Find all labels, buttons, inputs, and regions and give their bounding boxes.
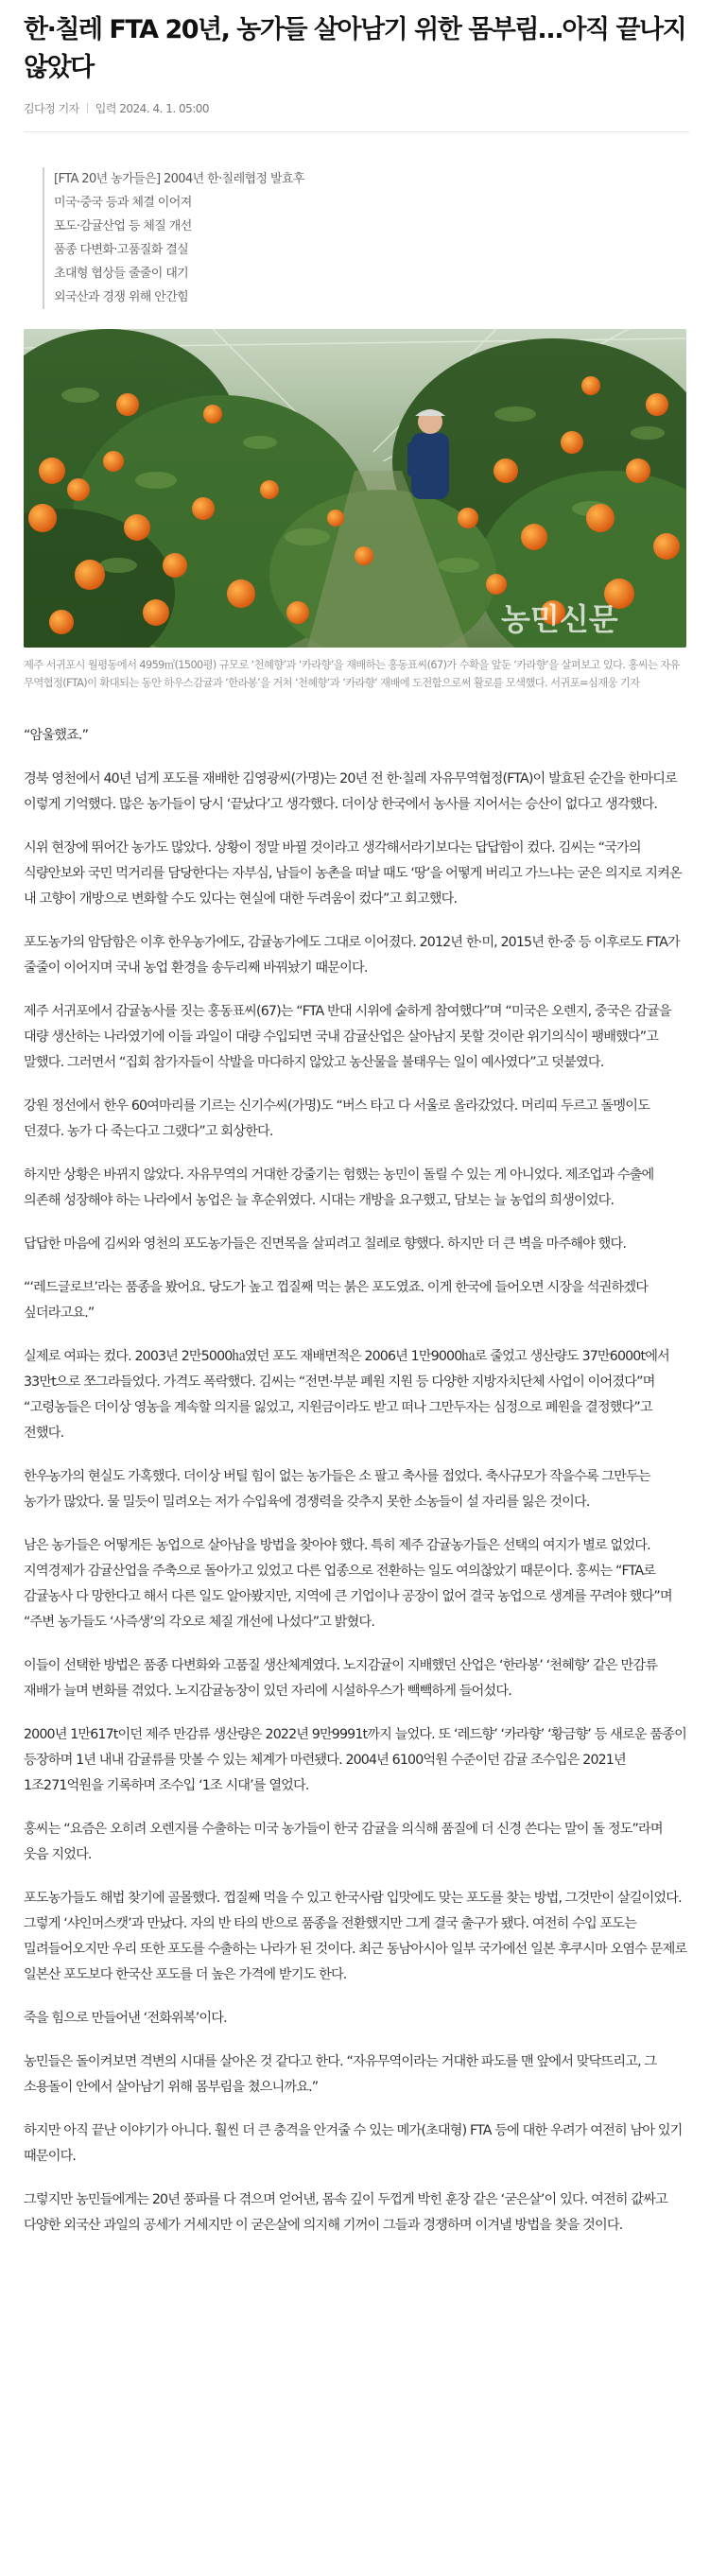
summary-line: [FTA 20년 농가들은] 2004년 한·칠레협정 발효후 — [54, 172, 304, 186]
summary-line: 미국·중국 등과 체결 이어져 — [54, 196, 192, 210]
body-paragraph: 남은 농가들은 어떻게든 농업으로 살아남을 방법을 찾아야 했다. 특히 제주 감귤농가들은 선택의 여지가 별로 없었다. 지역경제가 감귤산업을 주축으로 돌아가고 있었고 다른 업종으로 전환하는 일도 여의찮았기 때문이다. 홍씨는 “FTA로 감귤농사 다 망한다고 해서 다른 일도 알아봤지만, 지역에 큰 기업이나 공장이 없어 결국 농업으로 생계를 꾸려야 했다”며 “주변 농가들도 ‘사즉생’의 각오로 체질 개선에 나섰다”고 밝혔다. — [24, 1538, 672, 1630]
article-headline: 한·칠레 FTA 20년, 농가들 살아남기 위한 몸부림…아직 끝나지 않았다 — [24, 15, 686, 82]
header-divider — [24, 131, 689, 132]
photo-caption: 제주 서귀포시 월평동에서 4959㎡(1500평) 규모로 ‘천혜향’과 ‘카라향’을 재배하는 홍동표씨(67)가 수확을 앞둔 ‘카라향’을 살펴보고 있다. 홍씨는 자유무역협정(FTA)이 확대되는 동안 하우스감귤과 ‘한라봉’을 거쳐 ‘천혜향’과 ‘카라향’ 재배에 도전함으로써 활로를 모색했다. 서귀포=심재웅 기자 — [24, 659, 680, 689]
body-paragraph: 시위 현장에 뛰어간 농가도 많았다. 상황이 정말 바뀔 것이라고 생각해서라기보다는 답답함이 컸다. 김씨는 “국가의 식량안보와 국민 먹거리를 담당한다는 자부심, 남들이 농촌을 떠날 때도 ‘땅’을 어떻게 버리고 가느냐는 굳은 의지로 지켜온 내 고향이 개방으로 변화할 수도 있다는 현실에 대한 두려움이 컸다”고 회고했다. — [24, 840, 682, 907]
body-paragraph: 실제로 여파는 컸다. 2003년 2만5000㏊였던 포도 재배면적은 2006년 1만9000㏊로 줄었고 생산량도 37만6000t에서 33만t으로 쪼그라들었다. 가격도 폭락했다. 김씨는 “전면·부분 폐원 지원 등 다양한 지방자치단체 사업이 이어졌다”며 “고령농들은 더이상 영농을 계속할 의지를 잃었고, 지원금이라도 받고 떠나 그만두자는 심정으로 폐원을 결정했다”고 전했다. — [24, 1349, 669, 1441]
body-paragraph: 죽을 힘으로 만들어낸 ‘전화위복’이다. — [24, 2011, 227, 2026]
body-paragraph: 2000년 1만617t이던 제주 만감류 생산량은 2022년 9만9991t까지 늘었다. 또 ‘레드향’ ‘카라향’ ‘황금향’ 등 새로운 품종이 등장하며 1년 내내 감귤류를 맛볼 수 있는 체계가 마련됐다. 2004년 6100억원 수준이던 감귤 조수입은 2021년 1조271억원을 기록하며 조수입 ‘1조 시대’를 열었다. — [24, 1727, 686, 1793]
publish-date: 입력 2024. 4. 1. 05:00 — [95, 102, 210, 115]
body-paragraph: 포도농가의 암담함은 이후 한우농가에도, 감귤농가에도 그대로 이어졌다. 2012년 한·미, 2015년 한·중 등 이후로도 FTA가 줄줄이 이어지며 국내 농업 환경을 송두리째 바꿔놨기 때문이다. — [24, 935, 680, 976]
body-paragraph: “‘레드글로브’라는 품종을 봤어요. 당도가 높고 껍질째 먹는 붉은 포도였죠. 이게 한국에 들어오면 시장을 석권하겠다 싶더라고요.” — [24, 1280, 649, 1321]
body-paragraph: 농민들은 돌이켜보면 격변의 시대를 살아온 것 같다고 한다. “자유무역이라는 거대한 파도를 맨 앞에서 맞닥뜨리고, 그 소용돌이 안에서 살아남기 위해 몸부림을 쳤으니까요.” — [24, 2054, 657, 2095]
article-meta — [24, 100, 689, 116]
body-paragraph: 포도농가들도 해법 찾기에 골몰했다. 껍질째 먹을 수 있고 한국사람 입맛에도 맞는 포도를 찾는 방법, 그것만이 살길이었다. 그렇게 ‘샤인머스캣’과 만났다. 자의 반 타의 반으로 품종을 전환했지만 그게 결국 출구가 됐다. 여전히 수입 포도는 밀려들어오지만 우리 또한 포도를 수출하는 나라가 된 것이다. 최근 동남아시아 일부 국가에선 일본 후쿠시마 오염수 문제로 일본산 포도보다 한국산 포도를 더 높은 가격에 받기도 한다. — [24, 1891, 687, 1982]
body-paragraph: 강원 정선에서 한우 60여마리를 기르는 신기수씨(가명)도 “버스 타고 다 서울로 올라갔었다. 머리띠 두르고 돌멩이도 던졌다. 농가 다 죽는다고 그랬다”고 회상한다. — [24, 1098, 649, 1139]
body-paragraph: 하지만 아직 끝난 이야기가 아니다. 훨씬 더 큰 충격을 안겨줄 수 있는 메가(초대형) FTA 등에 대한 우려가 여전히 남아 있기 때문이다. — [24, 2123, 683, 2164]
photo-watermark: 농민신문 — [501, 601, 618, 637]
article-photo[interactable] — [24, 329, 686, 648]
reporter-name[interactable]: 김다정 기자 — [24, 102, 79, 115]
body-paragraph: 한우농가의 현실도 가혹했다. 더이상 버틸 힘이 없는 농가들은 소 팔고 축사를 접었다. 축사규모가 작을수록 그만두는 농가가 많았다. 물 밀듯이 밀려오는 저가 수입육에 경쟁력을 갖추지 못한 소농들이 설 자리를 잃은 것이다. — [24, 1469, 650, 1510]
summary-line: 외국산과 경쟁 위해 안간힘 — [54, 290, 189, 304]
body-paragraph: 그렇지만 농민들에게는 20년 풍파를 다 겪으며 얻어낸, 몸속 깊이 두껍게 박힌 훈장 같은 ‘굳은살’이 있다. 여전히 값싸고 다양한 외국산 과일의 공세가 거세지만 이 굳은살에 의지해 기꺼이 그들과 경쟁하며 이겨낼 방법을 찾을 것이다. — [24, 2192, 667, 2233]
article-summary — [43, 167, 689, 309]
summary-line: 포도·감귤산업 등 체질 개선 — [54, 219, 192, 233]
meta-divider — [87, 103, 88, 113]
body-paragraph: 답답한 마음에 김씨와 영천의 포도농가들은 진면목을 살피려고 칠레로 향했다. 하지만 더 큰 벽을 마주해야 했다. — [24, 1236, 627, 1252]
body-paragraph: 이들이 선택한 방법은 품종 다변화와 고품질 생산체계였다. 노지감귤이 지배했던 산업은 ‘한라봉’ ‘천혜향’ 같은 만감류 재배가 늘며 변화를 겪었다. 노지감귤농장이 있던 자리에 시설하우스가 빽빽하게 들어섰다. — [24, 1658, 658, 1699]
summary-line: 품종 다변화·고품질화 결실 — [54, 243, 189, 257]
body-paragraph: 하지만 상황은 바뀌지 않았다. 자유무역의 거대한 강줄기는 험했는 농민이 돌릴 수 있는 게 아니었다. 제조업과 수출에 의존해 성장해야 하는 나라에서 농업은 늘 후순위였다. 시대는 개방을 요구했고, 담보는 늘 농업의 희생이었다. — [24, 1167, 654, 1208]
summary-line: 초대형 협상들 줄줄이 대기 — [54, 267, 189, 281]
body-paragraph: 경북 영천에서 40년 넘게 포도를 재배한 김영광씨(가명)는 20년 전 한·칠레 자유무역협정(FTA)이 발효된 순간을 한마디로 이렇게 기억했다. 많은 농가들이 당시 ‘끝났다’고 생각했다. 더이상 한국에서 농사를 지어서는 승산이 없다고 생각했다. — [24, 771, 677, 812]
citrus-greenhouse-photo — [24, 329, 686, 648]
body-paragraph: 홍씨는 “요즘은 오히려 오렌지를 수출하는 미국 농가들이 한국 감귤을 의식해 품질에 더 신경 쓴다는 말이 돌 정도”라며 웃음 지었다. — [24, 1822, 663, 1862]
article-body — [24, 723, 689, 2239]
body-paragraph: “암울했죠.” — [24, 728, 89, 743]
body-paragraph: 제주 서귀포에서 감귤농사를 짓는 홍동표씨(67)는 “FTA 반대 시위에 숱하게 참여했다”며 “미국은 오렌지, 중국은 감귤을 대량 생산하는 나라였기에 이들 과일이 대량 수입되면 국내 감귤산업은 살아남지 못할 것이란 위기의식이 팽배했다”고 말했다. 그러면서 “집회 참가자들이 삭발을 마다하지 않았고 농산물을 불태우는 일이 예사였다”고 덧붙였다. — [24, 1004, 671, 1070]
